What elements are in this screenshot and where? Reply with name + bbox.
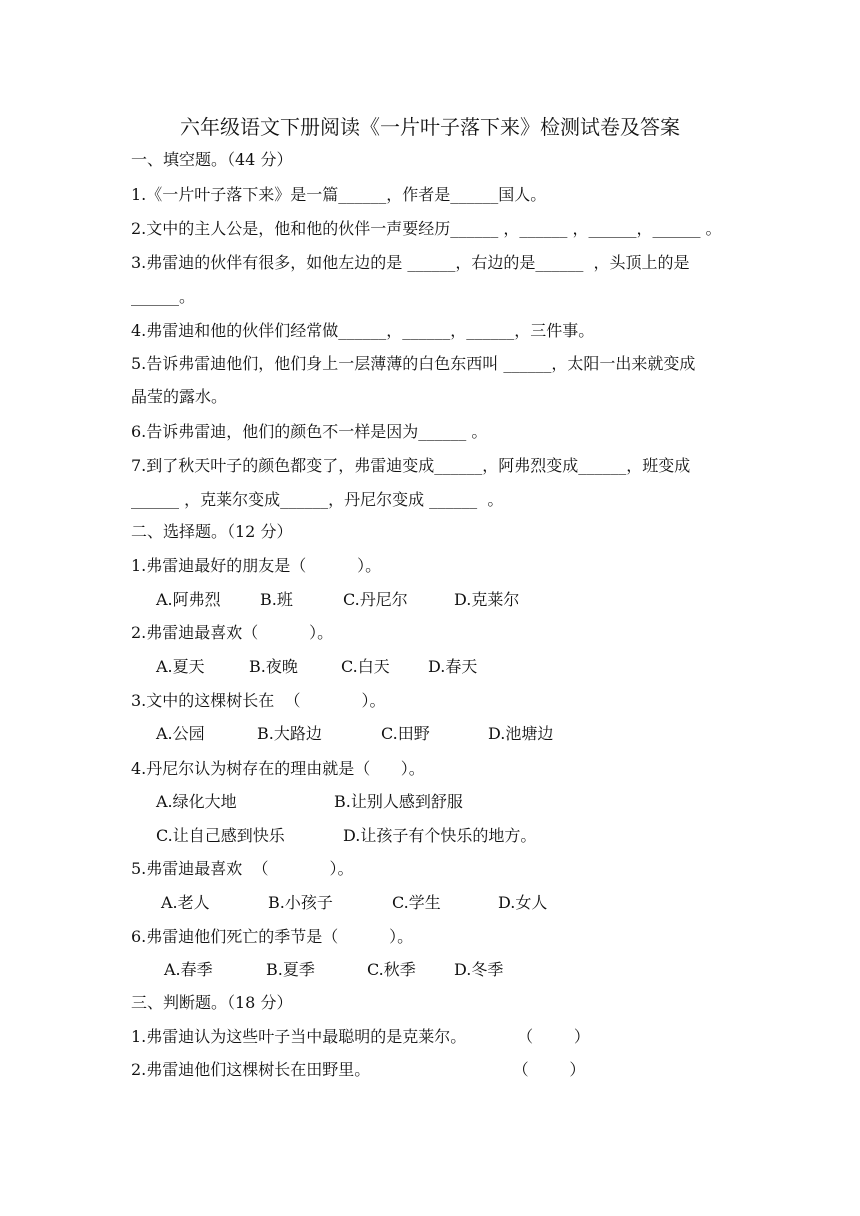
true-false-item: 1.弗雷迪认为这些叶子当中最聪明的是克莱尔。 （ ） [131, 1027, 590, 1046]
choice-option: D.春天 [428, 657, 478, 676]
choice-question: 3.文中的这棵树长在 （ ）。 [131, 691, 386, 710]
choice-option: A.公园 [156, 724, 205, 743]
choice-option: D.让孩子有个快乐的地方。 [343, 826, 537, 845]
choice-option: A.绿化大地 [156, 792, 237, 811]
choice-question: 5.弗雷迪最喜欢 （ ）。 [131, 859, 354, 878]
section-heading-multiple-choice: 二、选择题。（12 分） [131, 522, 293, 541]
choice-option: D.冬季 [454, 960, 504, 979]
fill-blank-item: 1.《一片叶子落下来》是一篇______，作者是______国人。 [131, 185, 547, 204]
choice-option: B.夜晚 [249, 657, 298, 676]
section-heading-fill-blank: 一、填空题。（44 分） [131, 150, 293, 169]
page-title: 六年级语文下册阅读《一片叶子落下来》检测试卷及答案 [180, 115, 680, 139]
fill-blank-item: 2.文中的主人公是，他和他的伙伴一声要经历______ ，______ ，______，______ 。 [131, 219, 722, 238]
fill-blank-item: 3.弗雷迪的伙伴有很多，如他左边的是 ______，右边的是______ ，头顶上的是 [131, 253, 690, 272]
choice-option: C.秋季 [367, 960, 416, 979]
choice-question: 2.弗雷迪最喜欢（ ）。 [131, 623, 334, 642]
choice-option: D.池塘边 [488, 724, 554, 743]
choice-question: 4.丹尼尔认为树存在的理由就是（ ）。 [131, 759, 425, 778]
fill-blank-item-continued: 晶莹的露水。 [131, 387, 228, 406]
choice-option: D.女人 [498, 893, 548, 912]
choice-option: B.班 [260, 590, 293, 609]
choice-option: C.丹尼尔 [343, 590, 408, 609]
choice-option: B.夏季 [266, 960, 315, 979]
choice-option: B.让别人感到舒服 [334, 792, 463, 811]
fill-blank-item: 4.弗雷迪和他的伙伴们经常做______，______，______，三件事。 [131, 321, 595, 340]
fill-blank-item-continued: ______。 [131, 287, 196, 306]
choice-option: C.学生 [392, 893, 441, 912]
section-heading-true-false: 三、判断题。（18 分） [131, 993, 293, 1012]
choice-question: 6.弗雷迪他们死亡的季节是（ ）。 [131, 927, 414, 946]
choice-question: 1.弗雷迪最好的朋友是（ ）。 [131, 556, 382, 575]
choice-option: B.大路边 [257, 724, 322, 743]
choice-option: A.老人 [161, 893, 210, 912]
true-false-item: 2.弗雷迪他们这棵树长在田野里。 （ ） [131, 1060, 586, 1079]
choice-option: C.让自己感到快乐 [156, 826, 285, 845]
fill-blank-item: 7.到了秋天叶子的颜色都变了，弗雷迪变成______，阿弗烈变成______，班变成 [131, 456, 691, 475]
choice-option: D.克莱尔 [454, 590, 520, 609]
fill-blank-item: 5.告诉弗雷迪他们，他们身上一层薄薄的白色东西叫 ______，太阳一出来就变成 [131, 354, 696, 373]
choice-option: A.春季 [164, 960, 213, 979]
fill-blank-item: 6.告诉弗雷迪，他们的颜色不一样是因为______ 。 [131, 422, 488, 441]
fill-blank-item-continued: ______ ，克莱尔变成______，丹尼尔变成 ______ 。 [131, 490, 504, 509]
choice-option: C.白天 [341, 657, 390, 676]
choice-option: C.田野 [381, 724, 430, 743]
choice-option: B.小孩子 [268, 893, 333, 912]
choice-option: A.夏天 [156, 657, 205, 676]
choice-option: A.阿弗烈 [156, 590, 221, 609]
